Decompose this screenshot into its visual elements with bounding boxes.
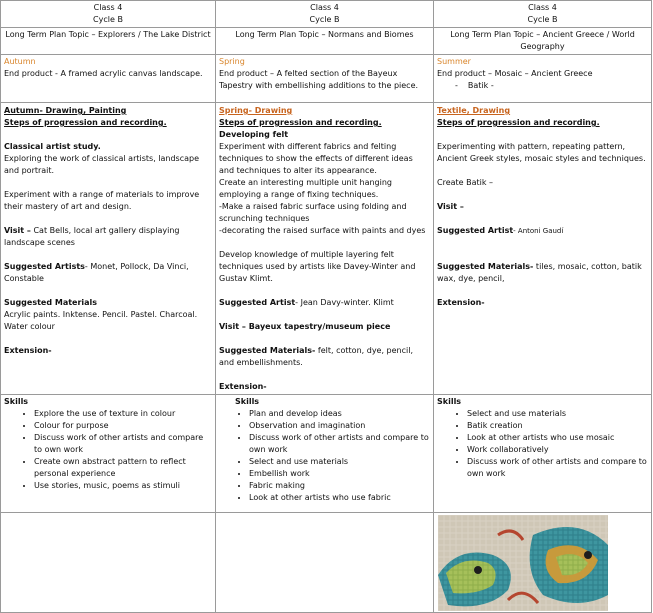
skill-item: • Explore the use of texture in colour [34,408,212,420]
topic-autumn: Long Term Plan Topic – Explorers / The Lake District [1,28,216,55]
term-label: Autumn [4,57,36,66]
skills-heading: Skills [235,397,260,406]
header-row [1,1,652,28]
visit-line: Visit – Bayeux tapestry/museum piece [219,322,391,331]
end-product-summer [434,55,652,103]
artist-line: Suggested Artist- Antoni Gaudí [437,226,564,235]
paragraph: -Make a raised fabric surface using folding and scrunching techniques [219,202,407,223]
skills-row [1,395,652,513]
end-product-row [1,55,652,103]
skill-item: • Work collaboratively [467,444,648,456]
skill-item: • Look at other artists who use mosaic [467,432,648,444]
class-label: Class 4 [528,3,557,12]
term-label: Spring [219,57,245,66]
end-product-text: End product – Mosaic – Ancient Greece [437,69,593,78]
paragraph: Experiment with a range of materials to improve their mastery of art and design. [4,190,200,211]
skill-item: • Colour for purpose [34,420,212,432]
end-product-list [437,80,648,92]
paragraph: Develop knowledge of multiple layering felt techniques used by artists like Davey-Winter and Gustav Klimt. [219,250,416,283]
skills-heading: Skills [437,397,462,406]
study-heading: Classical artist study. [4,142,101,151]
topic-summer: Long Term Plan Topic – Ancient Greece / World Geography [434,28,652,55]
class-label: Class 4 [93,3,123,12]
section-heading: Textile, Drawing [437,106,511,115]
skill-item: • Embellish work [249,468,430,480]
materials-text: Acrylic paints. Inktense. Pencil. Pastel. Charcoal. Water colour [4,310,198,331]
mosaic-image [438,515,608,611]
materials-line: Suggested Materials- tiles, mosaic, cotton, batik wax, dye, pencil, [437,262,642,283]
skill-item: • Observation and imagination [249,420,430,432]
visit-line: Visit – Cat Bells, local art gallery displaying landscape scenes [4,226,180,247]
skill-item: • Discuss work of other artists and compare to own work [249,432,430,456]
paragraph: Experimenting with pattern, repeating pattern, Ancient Greek styles, mosaic styles and techniques. [437,142,646,163]
topic-row [1,28,652,55]
end-product-item: - Batik - [455,80,648,92]
topic-spring: Long Term Plan Topic – Normans and Biomes [216,28,434,55]
section-heading: Autumn- Drawing, Painting [4,106,127,115]
skills-summer [434,395,652,513]
paragraph: Create Batik – [437,178,494,187]
skill-item: • Fabric making [249,480,430,492]
materials-heading: Suggested Materials [4,298,98,307]
end-product-autumn [1,55,216,103]
class-header-spring [216,1,434,28]
cycle-label: Cycle B [527,15,558,24]
paragraph: -decorating the raised surface with paints and dyes [219,226,426,235]
mosaic-cell [434,513,652,613]
skill-item: • Discuss work of other artists and compare to own work [34,432,212,456]
skill-item: • Use stories, music, poems as stimuli [34,480,212,492]
sub-heading: Developing felt [219,130,289,139]
class-header-autumn [1,1,216,28]
skill-item: • Discuss work of other artists and compare to own work [467,456,648,480]
skills-list [219,408,430,504]
paragraph: Experiment with different fabrics and felting techniques to show the effects of different ideas and techniques to alter its appearance. [219,142,413,175]
end-product-text: End product - A framed acrylic canvas landscape. [4,69,203,78]
visit-line: Visit – [437,202,464,211]
cycle-label: Cycle B [93,15,123,24]
skills-autumn [1,395,216,513]
content-row [1,103,652,395]
extension-label: Extension- [4,346,52,355]
skill-item: • Batik creation [467,420,648,432]
steps-heading: Steps of progression and recording. [437,118,600,127]
skill-item: • Select and use materials [249,456,430,468]
content-autumn [1,103,216,395]
empty-cell-spring [216,513,434,613]
cycle-label: Cycle B [309,15,340,24]
class-header-summer [434,1,652,28]
section-heading: Spring- Drawing [219,106,293,115]
term-label: Summer [437,57,471,66]
skills-spring [216,395,434,513]
skill-item: • Plan and develop ideas [249,408,430,420]
paragraph: Exploring the work of classical artists, landscape and portrait. [4,154,200,175]
skill-item: • Create own abstract pattern to reflect personal experience [34,456,212,480]
end-product-text: End product – A felted section of the Bayeux Tapestry with embellishing additions to the piece. [219,69,419,90]
skill-item: • Look at other artists who use fabric [249,492,430,504]
content-summer [434,103,652,395]
end-product-spring [216,55,434,103]
skills-list [4,408,212,492]
extension-label: Extension- [219,382,267,391]
skills-heading: Skills [4,397,29,406]
image-row [1,513,652,613]
steps-heading: Steps of progression and recording. [4,118,167,127]
artists-line: Suggested Artists- Monet, Pollock, Da Vinci, Constable [4,262,189,283]
content-spring [216,103,434,395]
skills-list [437,408,648,480]
artist-line: Suggested Artist- Jean Davy-winter. Klimt [219,298,394,307]
class-label: Class 4 [310,3,339,12]
steps-heading: Steps of progression and recording. [219,118,382,127]
paragraph: Create an interesting multiple unit hanging employing a range of fixing techniques. [219,178,392,199]
extension-label: Extension- [437,298,485,307]
skill-item: • Select and use materials [467,408,648,420]
empty-cell-autumn [1,513,216,613]
materials-line: Suggested Materials- felt, cotton, dye, pencil, and embellishments. [219,346,414,367]
